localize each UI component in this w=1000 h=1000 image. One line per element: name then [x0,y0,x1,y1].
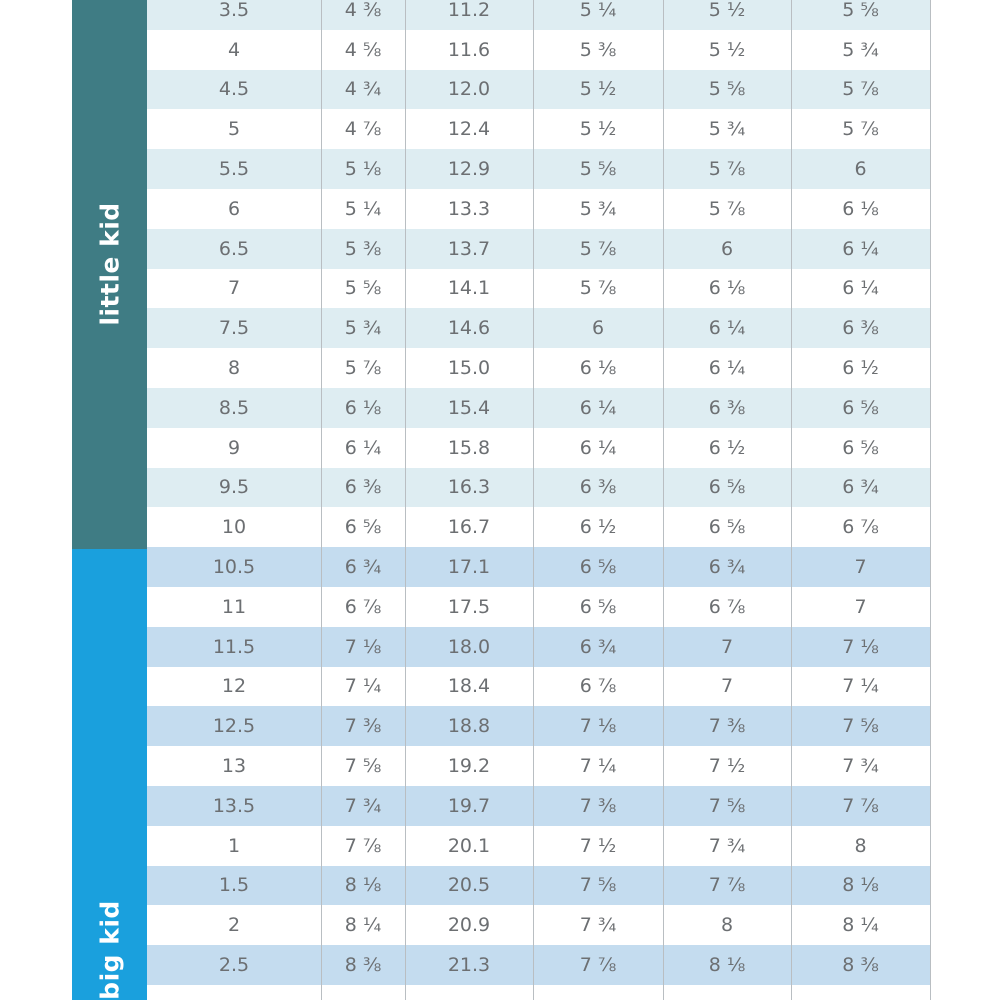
table-cell: 6 ¼ [579,396,617,419]
table-cell: 6 ⅞ [708,595,746,618]
table-row [147,189,930,229]
table-cell: 7 ⅞ [579,954,617,977]
table-cell: 6.5 [218,237,250,260]
table-cell: 5 ¾ [344,317,382,340]
table-cell: 6 ¼ [708,357,746,380]
table-row [147,30,930,70]
table-cell: 6 ⅝ [579,595,617,618]
table-cell: 5 ⅝ [842,0,879,21]
table-cell: 6 [227,197,241,220]
table-cell: 5 ⅛ [344,158,382,181]
table-cell: 5 ⅞ [579,277,617,300]
table-cell: 19.2 [447,755,491,778]
table-cell: 6 ⅜ [579,476,617,499]
table-cell: 7 ½ [579,834,617,857]
table-cell: 7 ¼ [344,675,382,698]
table-cell: 4 ⅝ [344,38,382,61]
table-cell: 15.4 [447,396,491,419]
table-cell: 5 ¾ [579,197,617,220]
table-cell: 8 ⅛ [842,874,879,897]
table-cell: 17.1 [447,556,491,579]
table-cell: 7 ⅛ [344,635,382,658]
table-cell: 7 [720,675,734,698]
table-cell: 18.8 [447,715,491,738]
table-cell: 5 ⅝ [708,78,746,101]
table-cell: 5.5 [218,158,250,181]
table-row [147,587,930,627]
table-cell: 5 ⅝ [344,277,382,300]
table-cell: 13 [221,755,247,778]
table-cell: 6 ⅜ [344,476,382,499]
table-cell: 6 ¾ [344,556,382,579]
table-cell: 2.5 [218,954,250,977]
table-cell: 7 ⅞ [708,874,746,897]
table-row [147,547,930,587]
big-kid-band [72,549,147,1000]
table-row [147,0,930,30]
table-cell: 5 [227,118,241,141]
table-cell: 7 ⅛ [579,715,617,738]
table-cell: 6 ¼ [708,317,746,340]
table-row [147,388,930,428]
column-divider [663,0,664,1000]
table-cell: 11.2 [447,0,491,21]
table-cell: 6 ⅝ [842,436,879,459]
table-row [147,786,930,826]
little-kid-band [72,0,147,549]
table-cell: 4.5 [218,78,250,101]
table-cell: 6 ⅛ [579,357,617,380]
table-cell: 6 ⅝ [708,516,746,539]
table-cell: 7 ⅝ [344,755,382,778]
table-cell: 5 ⅞ [579,237,617,260]
table-cell: 6 ¼ [842,237,879,260]
table-cell: 7 ⅝ [708,794,746,817]
table-cell: 7 ⅝ [842,715,879,738]
table-row [147,667,930,707]
table-cell: 6 [854,158,867,181]
table-cell: 20.1 [447,834,491,857]
table-cell: 5 ¾ [842,38,879,61]
table-cell: 8 ⅛ [344,874,382,897]
table-cell: 14.1 [447,277,491,300]
table-row [147,826,930,866]
table-cell: 18.0 [447,635,491,658]
table-cell: 12 [221,675,247,698]
table-row [147,428,930,468]
table-cell: 8.5 [218,396,250,419]
table-cell: 6 ¾ [842,476,879,499]
table-cell: 4 ¾ [344,78,382,101]
table-row [147,109,930,149]
table-cell: 7 ⅜ [344,715,382,738]
table-cell: 5 ½ [708,0,746,21]
table-row [147,229,930,269]
table-cell: 6 ⅜ [708,396,746,419]
table-cell: 6 ⅞ [579,675,617,698]
table-cell: 21.3 [447,954,491,977]
table-cell: 7 ⅞ [344,834,382,857]
table-cell: 6 ½ [842,357,879,380]
table-cell: 5 ½ [579,118,617,141]
table-cell: 6 ¼ [344,436,382,459]
table-cell: 20.9 [447,914,491,937]
table-cell: 1 [227,834,241,857]
table-cell: 11.6 [447,38,491,61]
table-cell: 5 ⅞ [842,118,879,141]
table-cell: 8 [227,357,241,380]
table-cell: 20.5 [447,874,491,897]
table-row [147,627,930,667]
table-cell: 7 ⅝ [579,874,617,897]
column-divider [533,0,534,1000]
table-cell: 13.7 [447,237,491,260]
table-cell: 5 ⅜ [579,38,617,61]
table-row [147,866,930,906]
table-cell: 4 ⅜ [344,0,382,21]
table-cell: 6 ⅞ [344,595,382,618]
table-cell: 6 ¼ [579,436,617,459]
table-cell: 16.7 [447,516,491,539]
table-row [147,905,930,945]
table-cell: 19.7 [447,794,491,817]
table-cell: 7 ¾ [344,794,382,817]
table-cell: 9 [227,436,241,459]
table-cell: 6 ⅞ [842,516,879,539]
table-cell: 13.5 [212,794,256,817]
table-cell: 7 ¼ [579,755,617,778]
table-row [147,149,930,189]
table-cell: 6 ⅝ [708,476,746,499]
table-row [147,348,930,388]
table-cell: 7 ¼ [842,675,879,698]
table-cell: 11.5 [212,635,256,658]
table-cell: 5 ½ [579,78,617,101]
table-row [147,706,930,746]
table-cell: 7 ¾ [708,834,746,857]
table-cell: 8 ⅛ [708,954,746,977]
table-row [147,70,930,110]
big-kid-label: big kid [95,900,124,1000]
little-kid-label: little kid [95,201,124,326]
table-cell: 8 [854,834,867,857]
table-cell: 7 ¾ [842,755,879,778]
table-row [147,308,930,348]
table-cell: 7 [854,595,867,618]
table-cell: 15.0 [447,357,491,380]
table-cell: 17.5 [447,595,491,618]
table-row [147,945,930,985]
column-divider [791,0,792,1000]
table-cell: 6 [591,317,605,340]
table-cell: 7 ⅜ [708,715,746,738]
table-cell: 5 ⅞ [708,197,746,220]
table-cell: 7 [227,277,241,300]
table-cell: 10.5 [212,556,256,579]
table-row [147,746,930,786]
table-cell: 5 ¼ [344,197,382,220]
table-cell: 13.3 [447,197,491,220]
table-cell: 8 ¼ [344,914,382,937]
table-cell: 7.5 [218,317,250,340]
table-row [147,269,930,309]
table-cell: 6 ⅝ [842,396,879,419]
table-cell: 7 ¾ [579,914,617,937]
table-cell: 6 ½ [708,436,746,459]
table-cell: 12.5 [212,715,256,738]
table-cell: 7 ½ [708,755,746,778]
table-cell: 15.8 [447,436,491,459]
table-row [147,468,930,508]
table-cell: 18.4 [447,675,491,698]
table-cell: 8 ⅜ [344,954,382,977]
table-cell: 16.3 [447,476,491,499]
table-cell: 5 ⅞ [344,357,382,380]
table-cell: 6 ⅜ [842,317,879,340]
table-cell: 7 [854,556,867,579]
column-divider [930,0,931,1000]
table-cell: 5 ½ [708,38,746,61]
table-cell: 6 ⅝ [344,516,382,539]
table-cell: 12.4 [447,118,491,141]
table-cell: 8 ¼ [842,914,879,937]
table-cell: 6 ¾ [579,635,617,658]
column-divider [405,0,406,1000]
table-cell: 12.0 [447,78,491,101]
table-cell: 5 ¼ [579,0,617,21]
table-cell: 5 ⅞ [708,158,746,181]
table-cell: 14.6 [447,317,491,340]
table-cell: 6 ⅝ [579,556,617,579]
table-cell: 2 [227,914,241,937]
table-cell: 6 ⅛ [708,277,746,300]
table-row [147,507,930,547]
table-cell: 5 ⅝ [579,158,617,181]
table-cell: 12.9 [447,158,491,181]
table-cell: 3.5 [218,0,250,21]
table-cell: 4 [227,38,241,61]
table-cell: 6 ½ [579,516,617,539]
column-divider [321,0,322,1000]
table-cell: 6 [720,237,734,260]
table-cell: 6 ¼ [842,277,879,300]
table-cell: 5 ¾ [708,118,746,141]
table-cell: 6 ⅛ [842,197,879,220]
table-cell: 4 ⅞ [344,118,382,141]
table-cell: 8 [720,914,734,937]
table-cell: 11 [221,595,247,618]
table-cell: 5 ⅞ [842,78,879,101]
table-cell: 5 ⅜ [344,237,382,260]
table-cell: 7 ⅛ [842,635,879,658]
table-cell: 1.5 [218,874,250,897]
table-cell: 7 [720,635,734,658]
table-cell: 8 ⅜ [842,954,879,977]
table-cell: 6 ⅛ [344,396,382,419]
table-cell: 9.5 [218,476,250,499]
table-cell: 6 ¾ [708,556,746,579]
table-cell: 7 ⅞ [842,794,879,817]
table-cell: 7 ⅜ [579,794,617,817]
table-cell: 10 [221,516,247,539]
